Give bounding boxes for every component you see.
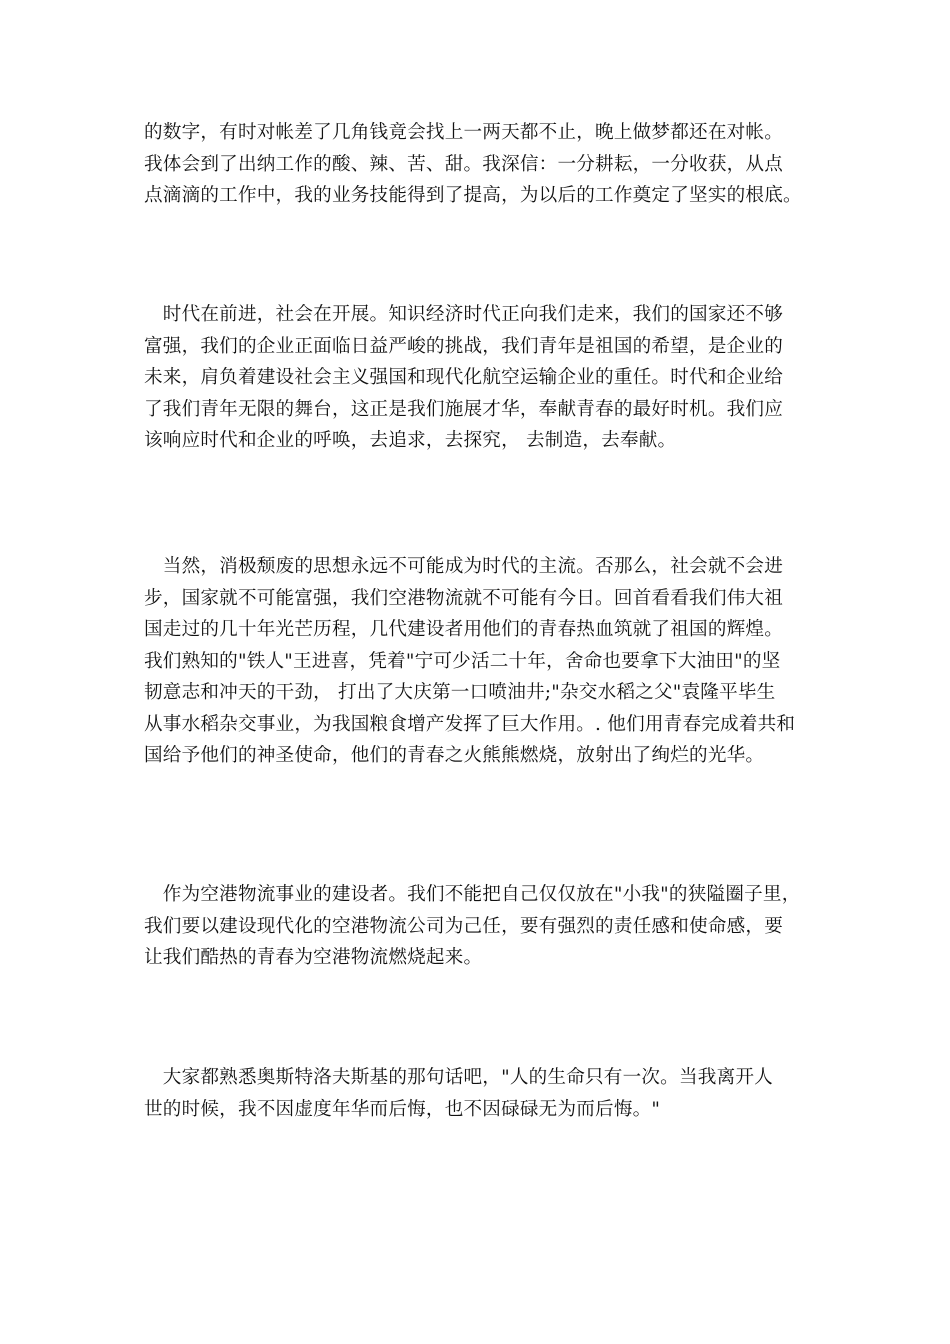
text-line: 作为空港物流事业的建设者。我们不能把自己仅仅放在"小我"的狭隘圈子里， bbox=[144, 884, 801, 905]
text-line: 国给予他们的神圣使命，他们的青春之火熊熊燃烧，放射出了绚烂的光华。 bbox=[144, 745, 765, 766]
text-line: 韧意志和冲天的干劲， 打出了大庆第一口喷油井;"杂交水稻之父"袁隆平毕生 bbox=[144, 682, 776, 703]
text-line: 的数字，有时对帐差了几角钱竟会找上一两天都不止，晚上做梦都还在对帐。 bbox=[144, 122, 783, 143]
paragraph-3 bbox=[144, 551, 824, 772]
text-line: 当然，消极颓废的思想永远不可能成为时代的主流。否那么，社会就不会进 bbox=[144, 556, 783, 577]
text-line: 我体会到了出纳工作的酸、辣、苦、甜。我深信：一分耕耘，一分收获，从点 bbox=[144, 153, 783, 175]
text-line: 了我们青年无限的舞台，这正是我们施展才华，奉献青春的最好时机。我们应 bbox=[144, 398, 783, 420]
paragraph-1 bbox=[144, 117, 824, 212]
text-line: 步，国家就不可能富强，我们空港物流就不可能有今日。回首看看我们伟大祖 bbox=[144, 587, 783, 609]
text-line: 点滴滴的工作中，我的业务技能得到了提高，为以后的工作奠定了坚实的根底。 bbox=[144, 185, 802, 206]
text-line: 让我们酷热的青春为空港物流燃烧起来。 bbox=[144, 947, 483, 968]
text-line: 国走过的几十年光芒历程，几代建设者用他们的青春热血筑就了祖国的辉煌。 bbox=[144, 619, 783, 640]
text-line: 富强，我们的企业正面临日益严峻的挑战，我们青年是祖国的希望，是企业的 bbox=[144, 335, 783, 357]
text-line: 我们要以建设现代化的空港物流公司为己任，要有强烈的责任感和使命感，要 bbox=[144, 915, 783, 937]
text-line: 世的时候，我不因虚度年华而后悔，也不因碌碌无为而后悔。" bbox=[144, 1098, 661, 1120]
text-line: 大家都熟悉奥斯特洛夫斯基的那句话吧，"人的生命只有一次。当我离开人 bbox=[144, 1067, 773, 1088]
paragraph-2 bbox=[144, 299, 824, 457]
text-line: 时代在前进，社会在开展。知识经济时代正向我们走来，我们的国家还不够 bbox=[144, 304, 783, 325]
text-line: 从事水稻杂交事业，为我国粮食增产发挥了巨大作用。. 他们用青春完成着共和 bbox=[144, 713, 796, 735]
text-line: 该响应时代和企业的呼唤，去追求，去探究， 去制造，去奉献。 bbox=[144, 430, 677, 451]
paragraph-4 bbox=[144, 879, 824, 974]
text-line: 我们熟知的"铁人"王进喜，凭着"宁可少活二十年，舍命也要拿下大油田"的坚 bbox=[144, 650, 781, 672]
text-line: 未来，肩负着建设社会主义强国和现代化航空运输企业的重任。时代和企业给 bbox=[144, 367, 783, 388]
paragraph-5 bbox=[144, 1062, 824, 1125]
